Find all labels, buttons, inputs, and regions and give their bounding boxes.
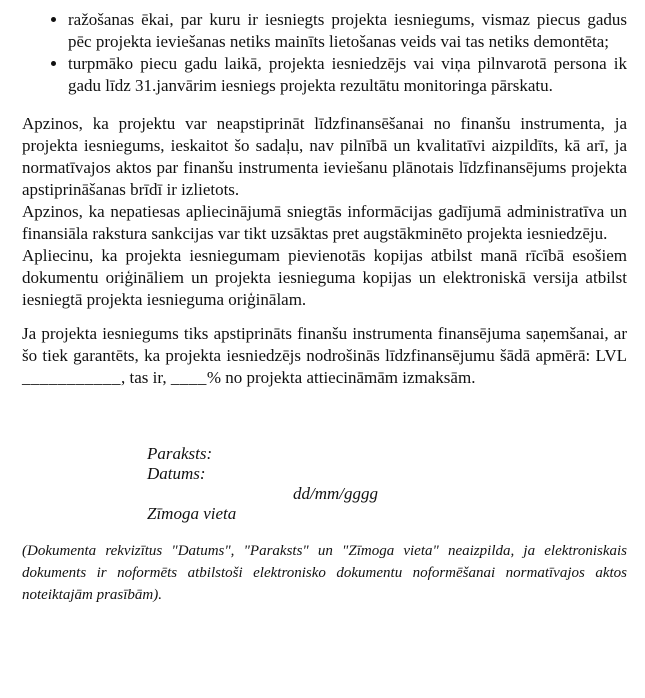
declaration-paragraph-copies: Apliecinu, ka projekta iesniegumam pievienotās kopijas atbilst manā rīcībā esošiem dokumentu oriģināliem un projekta iesnieguma kopijas un elektroniskā versija atbilst iesniegtā projekta iesnieguma oriģinālam. xyxy=(22,246,627,309)
lvl-amount-blank: ___________ xyxy=(22,368,121,387)
paraksts-label: Paraksts: xyxy=(147,444,213,463)
datums-label: Datums: xyxy=(147,464,206,483)
bullet-list xyxy=(22,9,627,97)
guarantee-text-part2: , tas ir, xyxy=(121,368,171,387)
bullet-item-monitoring-report: • turpmāko piecu gadu laikā, projekta iesniedzējs vai viņa pilnvarotā persona ik gadu līdz 31.janvārim iesniegs projekta rezultātu monitoringa pārskatu. xyxy=(68,53,627,97)
declaration-paragraph-sanctions: Apzinos, ka nepatiesas apliecinājumā sniegtās informācijas gadījumā administratīva un finansiāla rakstura sankcijas var tikt uzsāktas pret augstākminēto projekta iesniedzēju. xyxy=(22,202,627,243)
zimoga-vieta-label: Zīmoga vieta xyxy=(147,504,237,523)
guarantee-text-part1: Ja projekta iesniegums tiks apstiprināts finanšu instrumenta finansējuma saņemšanai, ar šo tiek garantēts, ka projekta iesniedzējs nodrošinās līdzfinansējumu šādā apmērā: LVL xyxy=(22,324,627,365)
guarantee-paragraph xyxy=(22,323,627,389)
signature-block xyxy=(147,444,627,524)
guarantee-text-part3: % no projekta attiecināmām izmaksām. xyxy=(206,368,476,387)
percent-blank: ____ xyxy=(170,368,207,387)
declaration-paragraph-cofinancing: Apzinos, ka projektu var neapstiprināt līdzfinansēšanai no finanšu instrumenta, ja projekta iesniegums, ieskaitot šo sadaļu, nav pilnībā un kvalitatīvi aizpildīts, kā arī, ja normatīvajos aktos par finanšu instrumenta ieviešanu plānotais līdzfinansējums projekta apstiprināšanas brīdī ir izlietots. xyxy=(22,114,627,199)
footnote-electronic-document: (Dokumenta rekvizītus "Datums", "Paraksts" un "Zīmoga vieta" neaizpilda, ja elektroniskais dokuments ir noformēts atbilstoši elektronisko dokumentu noformēšanai normatīvajos aktos noteiktajām prasībām). xyxy=(22,543,627,603)
date-format-hint: dd/mm/gggg xyxy=(293,484,378,503)
bullet-item-building-use: • ražošanas ēkai, par kuru ir iesniegts projekta iesniegums, vismaz piecus gadus pēc projekta ieviešanas netiks mainīts lietošanas veids vai tas netiks demontēta; xyxy=(68,9,627,53)
